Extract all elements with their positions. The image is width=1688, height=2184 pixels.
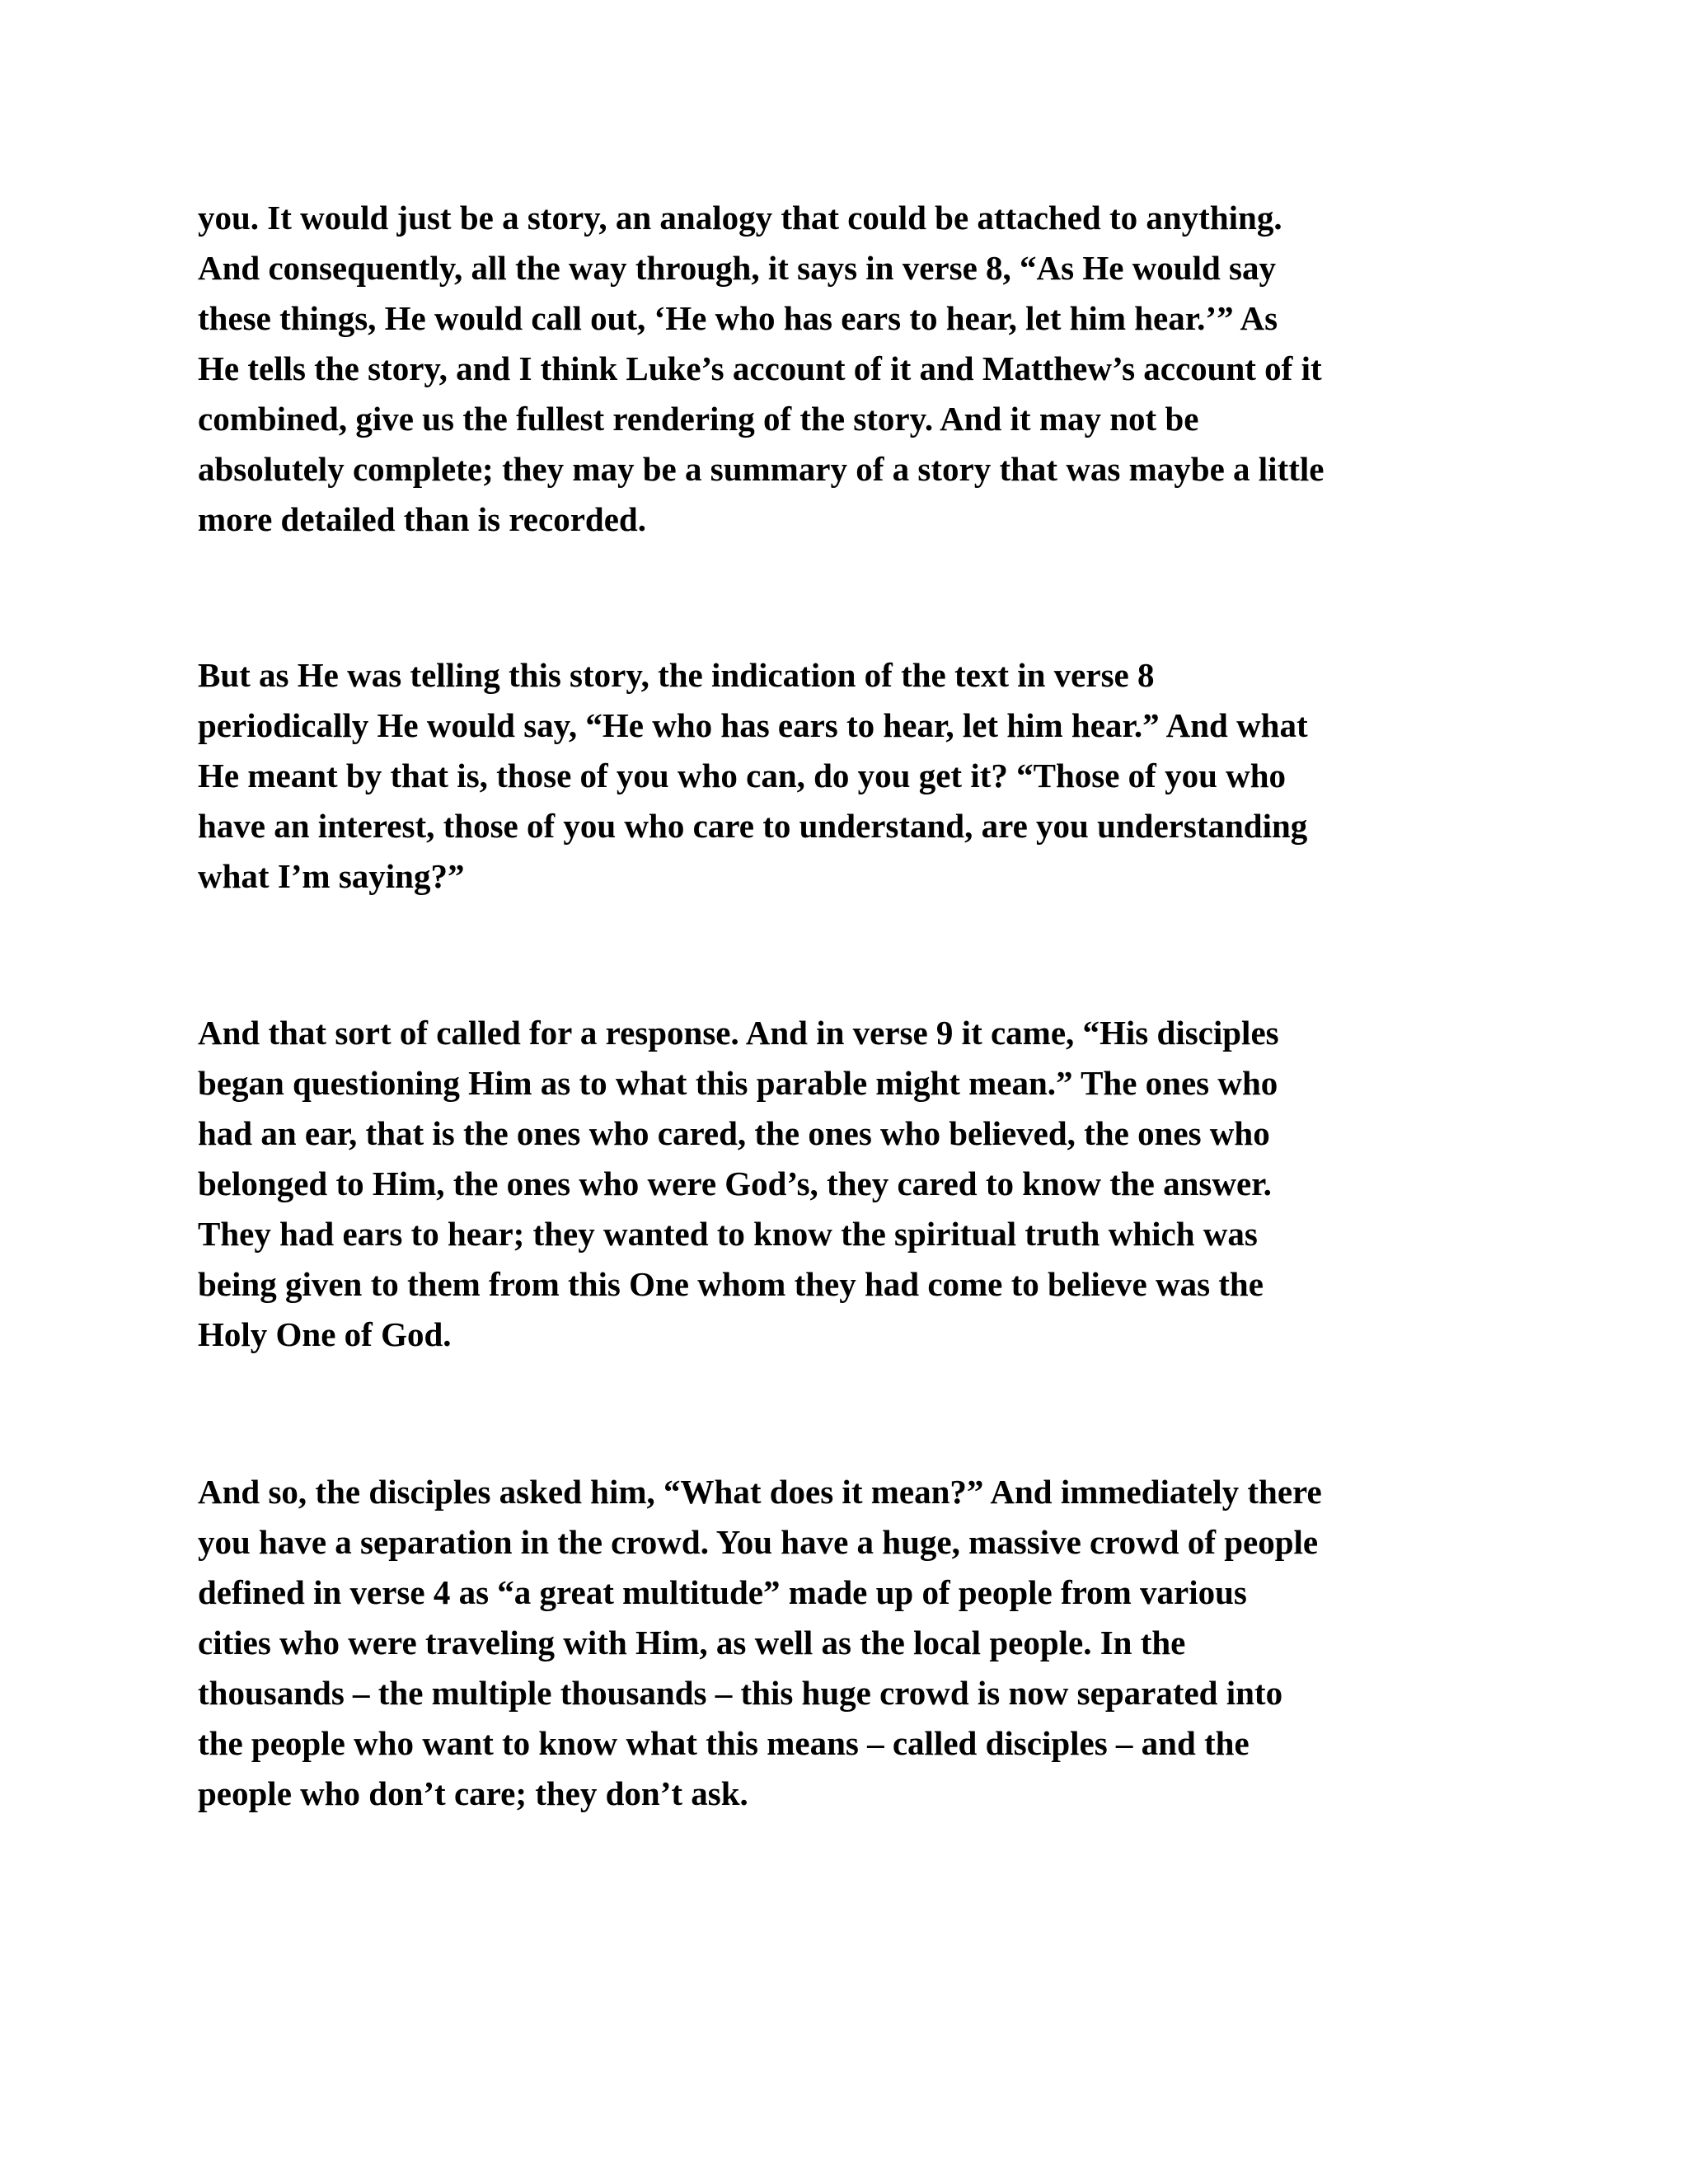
paragraph-line: But as He was telling this story, the indication of the text in verse 8: [198, 656, 1155, 694]
paragraph-line: belonged to Him, the ones who were God’s, they cared to know the answer.: [198, 1165, 1272, 1202]
paragraph-line: combined, give us the fullest rendering of the story. And it may not be: [198, 400, 1199, 438]
paragraph-line: cities who were traveling with Him, as well as the local people. In the: [198, 1624, 1186, 1661]
paragraph-line: periodically He would say, “He who has ears to hear, let him hear.” And what: [198, 706, 1308, 744]
paragraph-line: what I’m saying?”: [198, 857, 465, 895]
paragraph-line: these things, He would call out, ‘He who has ears to hear, let him hear.’” As: [198, 299, 1278, 337]
paragraph-line: had an ear, that is the ones who cared, the ones who believed, the ones who: [198, 1114, 1270, 1152]
paragraph-line: have an interest, those of you who care to understand, are you understanding: [198, 807, 1308, 845]
paragraph-3: [198, 1008, 1484, 1360]
paragraph-line: more detailed than is recorded.: [198, 500, 646, 538]
paragraph-line: He tells the story, and I think Luke’s account of it and Matthew’s account of it: [198, 349, 1322, 387]
paragraph-line: defined in verse 4 as “a great multitude” made up of people from various: [198, 1573, 1247, 1611]
paragraph-line: being given to them from this One whom they had come to believe was the: [198, 1265, 1264, 1303]
paragraph-line: people who don’t care; they don’t ask.: [198, 1774, 748, 1812]
paragraph-line: you have a separation in the crowd. You have a huge, massive crowd of people: [198, 1523, 1319, 1561]
paragraph-line: And consequently, all the way through, it says in verse 8, “As He would say: [198, 249, 1276, 287]
paragraph-line: began questioning Him as to what this parable might mean.” The ones who: [198, 1064, 1278, 1102]
paragraph-line: you. It would just be a story, an analogy that could be attached to anything.: [198, 199, 1282, 237]
paragraph-line: They had ears to hear; they wanted to know the spiritual truth which was: [198, 1215, 1258, 1253]
paragraph-line: And that sort of called for a response. And in verse 9 it came, “His disciples: [198, 1014, 1279, 1052]
paragraph-line: And so, the disciples asked him, “What does it mean?” And immediately there: [198, 1473, 1322, 1511]
paragraph-line: absolutely complete; they may be a summary of a story that was maybe a little: [198, 450, 1325, 488]
paragraph-line: the people who want to know what this means – called disciples – and the: [198, 1724, 1250, 1762]
paragraph-1: [198, 193, 1484, 545]
paragraph-line: He meant by that is, those of you who can, do you get it? “Those of you who: [198, 757, 1287, 794]
paragraph-line: Holy One of God.: [198, 1315, 452, 1353]
paragraph-2: [198, 650, 1484, 902]
paragraph-4: [198, 1467, 1484, 1819]
paragraph-line: thousands – the multiple thousands – this huge crowd is now separated into: [198, 1674, 1283, 1712]
